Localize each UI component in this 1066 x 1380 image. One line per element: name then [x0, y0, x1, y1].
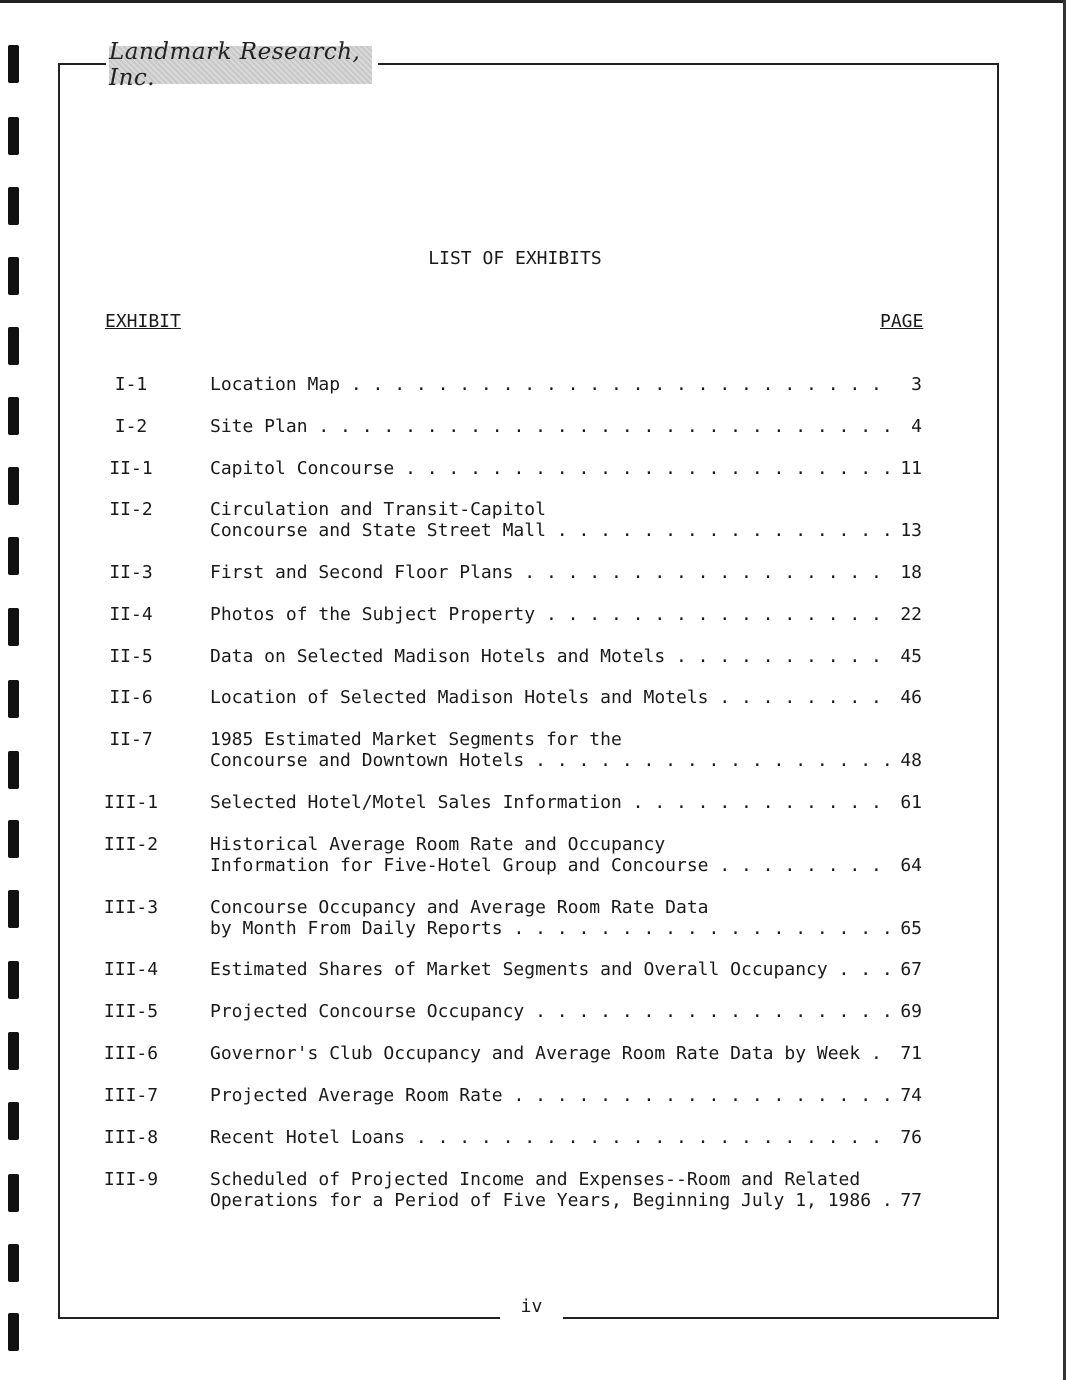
exhibit-title	[210, 1043, 890, 1064]
punch-mark	[8, 890, 19, 928]
punch-mark	[8, 820, 19, 858]
exhibit-title	[210, 562, 890, 583]
exhibit-title-line: First and Second Floor Plans . . .	[210, 562, 890, 583]
exhibit-number: II-4	[109, 604, 153, 625]
exhibit-title-line: 1985 Estimated Market Segments for the	[210, 729, 622, 750]
exhibit-title	[210, 687, 890, 708]
exhibit-page-number: 76	[900, 1127, 922, 1148]
exhibit-page-number: 22	[900, 604, 922, 625]
exhibit-title-line: by Month From Daily Reports . . .	[210, 918, 890, 939]
exhibit-number: III-1	[103, 792, 159, 813]
exhibit-number: III-6	[103, 1043, 159, 1064]
punch-mark	[8, 1174, 19, 1212]
exhibit-page-number: 18	[900, 562, 922, 583]
exhibit-title	[210, 374, 890, 395]
punch-mark	[8, 751, 19, 789]
exhibit-number: II-5	[109, 646, 153, 667]
exhibit-title-line: Projected Concourse Occupancy . . .	[210, 1001, 890, 1022]
exhibit-title-line: Capitol Concourse . . .	[210, 458, 890, 479]
exhibit-title	[210, 1085, 890, 1106]
exhibit-number: II-3	[109, 562, 153, 583]
exhibit-title	[210, 1169, 890, 1211]
exhibit-title-line: Location of Selected Madison Hotels and Motels . . .	[210, 687, 890, 708]
exhibit-number: III-2	[103, 834, 159, 855]
exhibit-title-line: Information for Five-Hotel Group and Concourse . . .	[210, 855, 890, 876]
exhibit-page-number: 65	[900, 918, 922, 939]
column-header-exhibit: EXHIBIT	[105, 311, 181, 332]
exhibit-title-line: Operations for a Period of Five Years, Beginning July 1, 1986 . . .	[210, 1190, 890, 1211]
exhibit-title-line: Location Map . . .	[210, 374, 890, 395]
punch-mark	[8, 187, 19, 225]
page-frame-bottom	[58, 1317, 500, 1319]
column-header-page: PAGE	[880, 311, 924, 332]
exhibit-number: III-3	[103, 897, 159, 918]
punch-mark	[8, 1102, 19, 1140]
exhibit-number: II-6	[109, 687, 153, 708]
exhibit-title	[210, 1001, 890, 1022]
exhibit-title-line: Scheduled of Projected Income and Expenses--Room and Related	[210, 1169, 861, 1190]
exhibit-number: III-4	[103, 959, 159, 980]
exhibit-title-line: Site Plan . . .	[210, 416, 890, 437]
exhibit-page-number: 13	[900, 520, 922, 541]
page-number: iv	[520, 1296, 543, 1317]
exhibit-title	[210, 646, 890, 667]
punch-mark	[8, 961, 19, 999]
punch-mark	[8, 45, 19, 83]
exhibit-page-number: 69	[900, 1001, 922, 1022]
exhibit-page-number: 46	[900, 687, 922, 708]
exhibit-title-line: Concourse Occupancy and Average Room Rate Data	[210, 897, 709, 918]
punch-mark	[8, 1313, 19, 1351]
exhibit-page-number: 11	[900, 458, 922, 479]
exhibit-page-number: 48	[900, 750, 922, 771]
exhibit-title-line: Governor's Club Occupancy and Average Room Rate Data by Week . . .	[210, 1043, 890, 1064]
exhibit-page-number: 67	[900, 959, 922, 980]
exhibit-number: II-7	[109, 729, 153, 750]
exhibit-page-number: 64	[900, 855, 922, 876]
exhibit-title-line: Estimated Shares of Market Segments and Overall Occupancy . . .	[210, 959, 890, 980]
exhibit-number: III-7	[103, 1085, 159, 1106]
exhibit-number: I-1	[114, 374, 148, 395]
page-frame-bottom	[563, 1317, 999, 1319]
exhibit-number: I-2	[114, 416, 148, 437]
page-frame-top	[58, 63, 106, 65]
punch-mark	[8, 680, 19, 718]
page-title: LIST OF EXHIBITS	[428, 248, 602, 269]
exhibit-number: II-1	[109, 458, 153, 479]
exhibit-title	[210, 729, 890, 771]
exhibit-title	[210, 416, 890, 437]
exhibit-title	[210, 897, 890, 939]
exhibit-page-number: 3	[911, 374, 922, 395]
exhibit-title	[210, 834, 890, 876]
exhibit-title	[210, 959, 890, 980]
punch-mark	[8, 537, 19, 575]
punch-mark	[8, 397, 19, 435]
exhibit-title	[210, 499, 890, 541]
exhibit-page-number: 61	[900, 792, 922, 813]
exhibit-title-line: Data on Selected Madison Hotels and Motels . . .	[210, 646, 890, 667]
punch-mark	[8, 608, 19, 646]
exhibit-title-line: Circulation and Transit-Capitol	[210, 499, 546, 520]
exhibit-page-number: 4	[911, 416, 922, 437]
exhibit-number: III-9	[103, 1169, 159, 1190]
exhibit-title-line: Recent Hotel Loans . . .	[210, 1127, 890, 1148]
exhibit-page-number: 77	[900, 1190, 922, 1211]
punch-mark	[8, 117, 19, 155]
exhibit-page-number: 74	[900, 1085, 922, 1106]
exhibit-page-number: 71	[900, 1043, 922, 1064]
exhibit-number: II-2	[109, 499, 153, 520]
exhibit-title-line: Projected Average Room Rate . . .	[210, 1085, 890, 1106]
scan-top-edge	[0, 0, 1066, 3]
exhibit-number: III-5	[103, 1001, 159, 1022]
exhibit-number: III-8	[103, 1127, 159, 1148]
exhibit-title-line: Historical Average Room Rate and Occupancy	[210, 834, 666, 855]
exhibit-title-line: Selected Hotel/Motel Sales Information . . .	[210, 792, 890, 813]
page-frame-top	[378, 63, 999, 65]
punch-mark	[8, 1244, 19, 1282]
exhibit-title	[210, 792, 890, 813]
exhibit-title	[210, 1127, 890, 1148]
punch-mark	[8, 467, 19, 505]
exhibit-page-number: 45	[900, 646, 922, 667]
punch-mark	[8, 327, 19, 365]
exhibit-title-line: Photos of the Subject Property . . .	[210, 604, 890, 625]
exhibit-title-line: Concourse and State Street Mall . . .	[210, 520, 890, 541]
exhibit-title	[210, 604, 890, 625]
company-logo: Landmark Research, Inc.	[109, 46, 372, 84]
punch-mark	[8, 1032, 19, 1070]
exhibit-title	[210, 458, 890, 479]
exhibit-title-line: Concourse and Downtown Hotels . . .	[210, 750, 890, 771]
